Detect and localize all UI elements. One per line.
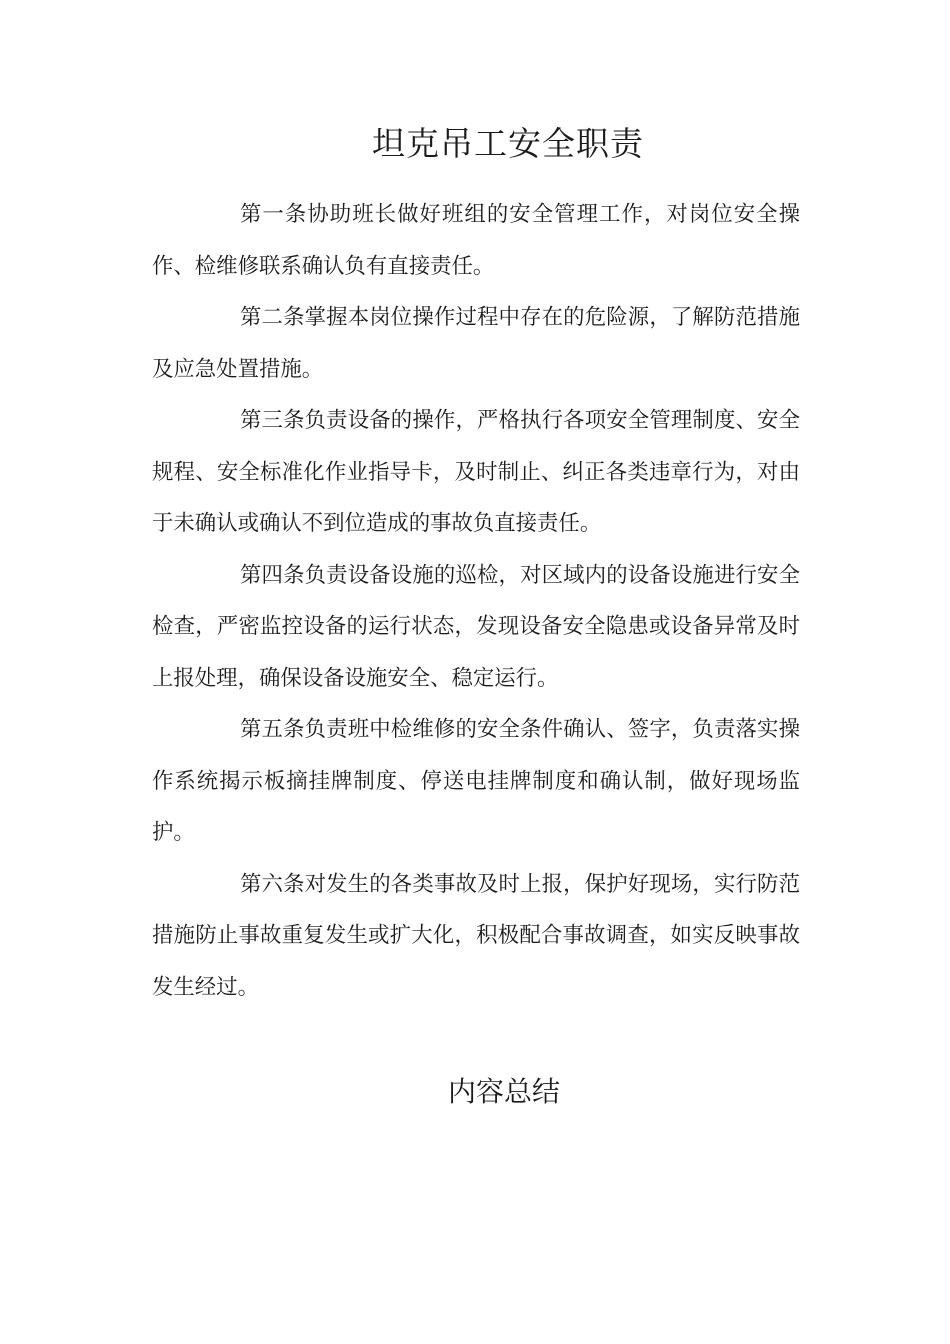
document-body	[152, 189, 800, 1013]
summary-heading: 内容总结	[447, 1075, 560, 1108]
article-2-paragraph: 第二条掌握本岗位操作过程中存在的危险源，了解防范措施及应急处置措施。	[152, 305, 800, 382]
article-4-paragraph: 第四条负责设备设施的巡检，对区域内的设备设施进行安全检查，严密监控设备的运行状态，发现设备安全隐患或设备异常及时上报处理，确保设备设施安全、稳定运行。	[152, 562, 800, 691]
article-1-paragraph: 第一条协助班长做好班组的安全管理工作，对岗位安全操作、检维修联系确认负有直接责任。	[152, 202, 800, 279]
article-6-paragraph: 第六条对发生的各类事故及时上报，保护好现场，实行防范措施防止事故重复发生或扩大化，积极配合事故调查，如实反映事故发生经过。	[152, 871, 800, 1000]
article-5-paragraph: 第五条负责班中检维修的安全条件确认、签字，负责落实操作系统揭示板摘挂牌制度、停送电挂牌制度和确认制，做好现场监护。	[152, 717, 800, 845]
article-3-paragraph: 第三条负责设备的操作，严格执行各项安全管理制度、安全规程、安全标准化作业指导卡，及时制止、纠正各类违章行为，对由于未确认或确认不到位造成的事故负直接责任。	[152, 408, 800, 536]
document-title: 坦克吊工安全职责	[372, 124, 644, 163]
